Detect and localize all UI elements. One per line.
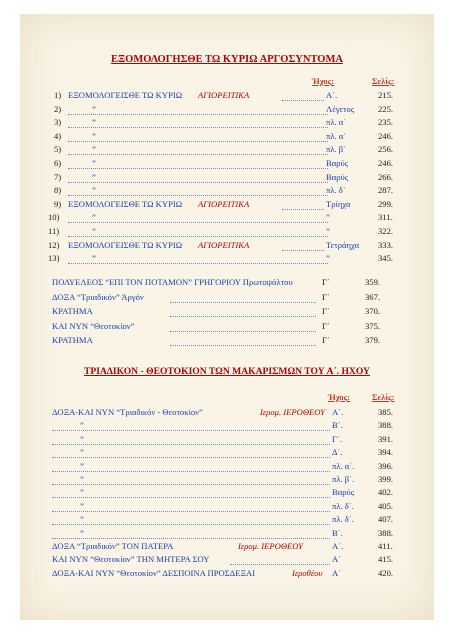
item-page: 375.	[365, 320, 381, 331]
item-number: 12)	[48, 239, 60, 250]
list-item	[20, 144, 434, 154]
item-page: 391.	[378, 433, 394, 444]
item-mode: Α΄.	[332, 407, 344, 417]
leader-dots	[170, 292, 316, 303]
list-item	[20, 117, 434, 127]
list-item	[20, 335, 434, 345]
leader-dots	[52, 447, 330, 458]
item-title: ΔΟΞΑ-ΚΑΙ ΝΥΝ “Τριαδικόν - Θεοτοκίον”	[52, 407, 203, 417]
list-item	[20, 306, 434, 316]
item-title: ”	[80, 447, 84, 458]
item-mode: Βαρύς	[332, 487, 355, 498]
item-mode: ”	[326, 253, 330, 264]
item-title: ΚΑΙ ΝΥΝ “Θεοτοκίον” ΤΗΝ ΜΗΤΕΡΑ ΣΟΥ	[52, 554, 210, 565]
item-page: 370.	[365, 306, 381, 317]
leader-dots	[52, 487, 330, 498]
item-title: ”	[80, 460, 84, 471]
list-item	[20, 240, 434, 250]
item-number: 2)	[54, 103, 62, 114]
item-mode: πλ. β΄.	[332, 474, 355, 484]
item-mode: πλ. α΄.	[332, 460, 355, 471]
item-number: 11)	[48, 226, 60, 236]
item-mode: Τετράηχα	[326, 239, 360, 250]
item-title: ”	[80, 420, 84, 431]
leader-dots	[52, 434, 330, 445]
list-item	[20, 277, 434, 287]
item-title: ΚΡΑΤΗΜΑ	[52, 335, 93, 346]
item-page: 287.	[378, 185, 394, 196]
item-page: 385.	[378, 407, 394, 417]
index-page	[20, 14, 434, 620]
list-item	[20, 104, 434, 114]
list-item	[20, 172, 434, 182]
leader-dots	[68, 144, 328, 155]
leader-dots	[68, 185, 328, 196]
list-item	[20, 528, 434, 538]
item-page: 402.	[378, 487, 394, 498]
item-title: ”	[80, 500, 84, 511]
leader-dots	[68, 158, 328, 169]
item-page: 225.	[378, 103, 394, 114]
item-title: ”	[80, 474, 84, 484]
item-page: 379.	[365, 335, 381, 346]
item-title: ”	[80, 527, 84, 538]
leader-dots	[68, 131, 328, 142]
item-mode: Τρίηχα	[326, 198, 351, 209]
leader-dots	[230, 554, 330, 565]
item-title: ”	[80, 514, 84, 525]
item-mode: Γ΄	[322, 335, 330, 346]
list-item	[20, 447, 434, 457]
list-item	[20, 253, 434, 263]
item-page: 299.	[378, 198, 394, 209]
item-title: ”	[92, 226, 96, 236]
item-mode: πλ. α΄	[326, 130, 347, 141]
leader-dots	[68, 172, 328, 183]
list-item	[20, 292, 434, 302]
item-mode: Β΄.	[332, 527, 343, 538]
item-title: ΕΞΟΜΟΛΟΓΕΙΣΘΕ ΤΩ ΚΥΡΙΩ	[68, 90, 183, 100]
item-mode: ”	[326, 212, 330, 223]
item-mode: Βαρύς	[326, 171, 349, 182]
section3-title: ΤΡΙΑΔΙΚΟΝ - ΘΕΟΤΟΚΙΟΝ ΤΩΝ ΜΑΚΑΡΙΣΜΩΝ ΤΟΥ Α΄. ΗΧΟΥ	[84, 366, 370, 377]
item-title: ”	[80, 433, 84, 444]
item-title: ”	[92, 158, 96, 168]
section3-mode-header: Ήχος:	[328, 392, 351, 402]
item-number: 6)	[54, 158, 62, 168]
item-mode: πλ. δ΄.	[332, 500, 354, 511]
list-item	[20, 158, 434, 168]
section1-page-header: Σελίς:	[372, 76, 395, 86]
item-page: 388.	[378, 420, 394, 431]
item-title: ”	[92, 144, 96, 155]
item-subtitle: Ιερομ. ΙΕΡΟΘΕΟΥ	[260, 407, 325, 417]
item-page: 322.	[378, 226, 394, 236]
item-mode: Β΄.	[332, 420, 343, 431]
section1-mode-header: Ήχος:	[312, 76, 335, 86]
item-mode: Α΄	[332, 567, 342, 578]
leader-dots	[52, 420, 330, 431]
list-item	[20, 474, 434, 484]
item-title: ”	[92, 185, 96, 196]
item-page: 266.	[378, 171, 394, 182]
list-item	[20, 199, 434, 209]
list-item	[20, 185, 434, 195]
item-mode: Βαρύς	[326, 158, 349, 168]
item-mode: Γ΄.	[332, 433, 342, 444]
item-title: ΚΡΑΤΗΜΑ	[52, 306, 93, 317]
item-title: ”	[92, 103, 96, 114]
leader-dots	[170, 321, 316, 332]
item-page: 420.	[378, 567, 394, 578]
item-mode: Γ΄	[322, 277, 330, 287]
item-mode: Α΄.	[332, 541, 344, 551]
item-title: ”	[92, 212, 96, 223]
list-item	[20, 434, 434, 444]
leader-dots	[282, 199, 324, 210]
item-page: 345.	[378, 253, 394, 264]
leader-dots	[282, 240, 324, 251]
item-page: 407.	[378, 514, 394, 525]
item-title: ”	[80, 487, 84, 498]
item-number: 4)	[54, 130, 62, 141]
list-item	[20, 568, 434, 578]
item-page: 415.	[378, 554, 394, 565]
item-page: 394.	[378, 447, 394, 458]
item-page: 311.	[378, 212, 393, 223]
item-subtitle: ΑΓΙΟΡΕΙΤΙΚΑ	[198, 90, 250, 100]
item-mode: Γ΄	[322, 291, 330, 302]
item-mode: πλ. δ΄.	[332, 514, 354, 525]
leader-dots	[68, 104, 328, 115]
item-number: 1)	[54, 90, 62, 100]
list-item	[20, 321, 434, 331]
item-page: 333.	[378, 239, 394, 250]
item-page: 215.	[378, 90, 394, 100]
list-item	[20, 461, 434, 471]
item-title: ”	[92, 117, 96, 128]
item-subtitle: ΑΓΙΟΡΕΙΤΙΚΑ	[198, 239, 250, 250]
leader-dots	[68, 226, 328, 237]
item-page: 367.	[365, 291, 381, 302]
item-number: 10)	[48, 212, 60, 223]
item-title: ΔΟΞΑ-ΚΑΙ ΝΥΝ “Θεοτοκίον” ΔΕΣΠΟΙΝΑ ΠΡΟΣΔΕΞΑΙ	[52, 567, 256, 578]
leader-dots	[170, 335, 316, 346]
leader-dots	[52, 461, 330, 472]
item-page: 235.	[378, 117, 394, 128]
item-mode: ”	[326, 226, 330, 236]
leader-dots	[282, 90, 324, 101]
list-item	[20, 226, 434, 236]
item-title: ΔΟΞΑ “Τριαδικόν” Άργόν	[52, 291, 144, 302]
item-title: ”	[92, 130, 96, 141]
item-mode: πλ. β΄	[326, 144, 347, 155]
item-title: ”	[92, 171, 96, 182]
item-page: 256.	[378, 144, 394, 155]
item-page: 246.	[378, 130, 394, 141]
leader-dots	[52, 514, 330, 525]
item-mode: πλ. δ΄	[326, 185, 346, 196]
item-number: 8)	[54, 185, 62, 196]
item-number: 5)	[54, 144, 62, 155]
list-item	[20, 554, 434, 564]
item-title: ΔΟΞΑ “Τριαδικόν” ΤΟΝ ΠΑΤΕΡΑ	[52, 541, 174, 551]
item-title: ΕΞΟΜΟΛΟΓΕΙΣΘΕ ΤΩ ΚΥΡΙΩ	[68, 198, 183, 209]
list-item	[20, 501, 434, 511]
item-title: ΕΞΟΜΟΛΟΓΕΙΣΘΕ ΤΩ ΚΥΡΙΩ	[68, 239, 183, 250]
leader-dots	[68, 117, 328, 128]
item-number: 9)	[54, 198, 62, 209]
leader-dots	[68, 212, 328, 223]
list-item	[20, 514, 434, 524]
list-item	[20, 212, 434, 222]
item-mode: Λέγετος	[326, 103, 355, 114]
list-item	[20, 131, 434, 141]
item-page: 388.	[378, 527, 394, 538]
item-mode: πλ. α΄	[326, 117, 347, 128]
list-item	[20, 541, 434, 551]
section1-title: ΕΞΟΜΟΛΟΓΗΣΘΕ ΤΩ ΚΥΡΙΩ ΑΡΓΟΣΥΝΤΟΜΑ	[111, 54, 343, 65]
item-subtitle: Ιεροθέου	[292, 567, 323, 578]
item-page: 399.	[378, 474, 394, 484]
leader-dots	[52, 528, 330, 539]
item-mode: Α΄.	[326, 90, 338, 100]
list-item	[20, 407, 434, 417]
item-mode: Δ΄.	[332, 447, 343, 458]
item-title: ”	[92, 253, 96, 264]
item-page: 246.	[378, 158, 394, 168]
leader-dots	[52, 501, 330, 512]
leader-dots	[68, 253, 328, 264]
list-item	[20, 90, 434, 100]
section3-page-header: Σελίς:	[372, 392, 395, 402]
item-number: 7)	[54, 171, 62, 182]
item-page: 396.	[378, 460, 394, 471]
item-subtitle: ΑΓΙΟΡΕΙΤΙΚΑ	[198, 198, 250, 209]
item-number: 3)	[54, 117, 62, 128]
item-page: 405.	[378, 500, 394, 511]
item-number: 13)	[48, 253, 60, 264]
list-item	[20, 487, 434, 497]
item-page: 411.	[378, 541, 393, 551]
list-item	[20, 420, 434, 430]
item-subtitle: Ιερομ. ΙΕΡΟΘΕΟΥ	[238, 541, 303, 551]
item-title: ΚΑΙ ΝΥΝ “Θεοτοκίον”	[52, 320, 135, 331]
item-mode: Γ΄	[322, 306, 330, 317]
item-title: ΠΟΛΥΕΛΕΟΣ “ΕΠΙ ΤΟΝ ΠΟΤΑΜΟΝ” ΓΡΗΓΟΡΙΟΥ Πρωτοψάλτου	[52, 277, 293, 287]
leader-dots	[52, 474, 330, 485]
item-mode: Γ΄	[322, 320, 330, 331]
item-mode: Α΄	[332, 554, 342, 565]
item-page: 359.	[365, 277, 381, 287]
leader-dots	[170, 306, 316, 317]
